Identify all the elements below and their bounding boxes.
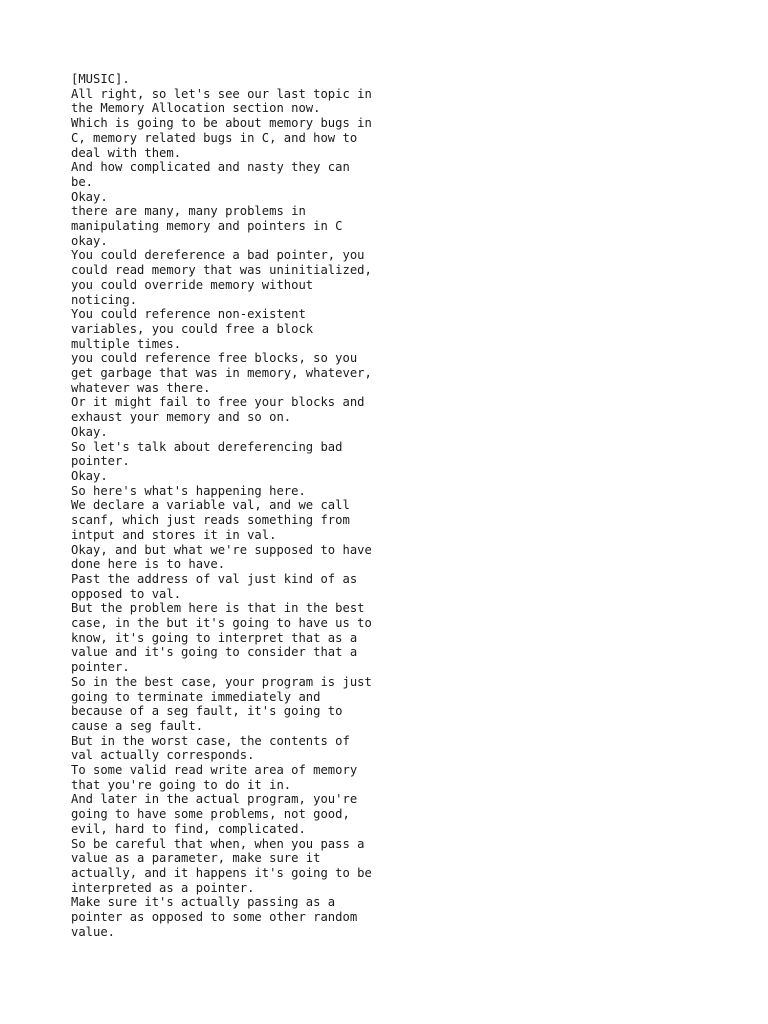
transcript-line: could read memory that was uninitialized,: [71, 263, 372, 278]
transcript-line: But the problem here is that in the best: [71, 601, 365, 616]
transcript-line: Or it might fail to free your blocks and: [71, 395, 365, 410]
transcript-line: okay.: [71, 233, 108, 248]
transcript-line: opposed to val.: [71, 586, 182, 601]
transcript-line: you could reference free blocks, so you: [71, 351, 358, 366]
transcript-line: deal with them.: [71, 145, 182, 160]
transcript-line: Okay.: [71, 424, 108, 439]
transcript-line: To some valid read write area of memory: [71, 763, 358, 778]
transcript-line: So here's what's happening here.: [71, 483, 306, 498]
transcript-line: interpreted as a pointer.: [71, 880, 255, 895]
transcript-line: case, in the but it's going to have us to: [71, 616, 372, 631]
transcript-line: Which is going to be about memory bugs in: [71, 116, 372, 131]
transcript-line: Make sure it's actually passing as a: [71, 895, 336, 910]
transcript-line: value and it's going to consider that a: [71, 645, 358, 660]
transcript-line: the Memory Allocation section now.: [71, 101, 321, 116]
transcript-line: you could override memory without: [71, 277, 314, 292]
transcript-line: You could reference non-existent: [71, 307, 306, 322]
transcript-line: We declare a variable val, and we call: [71, 498, 350, 513]
transcript-line: because of a seg fault, it's going to: [71, 704, 343, 719]
transcript-line: done here is to have.: [71, 557, 226, 572]
transcript-line: value.: [71, 924, 116, 939]
transcript-line: actually, and it happens it's going to be: [71, 865, 372, 880]
transcript-line: that you're going to do it in.: [71, 777, 292, 792]
transcript-line: So be careful that when, when you pass a: [71, 836, 365, 851]
transcript-line: Okay, and but what we're supposed to have: [71, 542, 372, 557]
transcript-line: exhaust your memory and so on.: [71, 410, 292, 425]
transcript-line: Okay.: [71, 189, 108, 204]
transcript-line: val actually corresponds.: [71, 748, 255, 763]
transcript-line: So in the best case, your program is just: [71, 674, 372, 689]
transcript-line: get garbage that was in memory, whatever,: [71, 366, 372, 381]
transcript-line: [MUSIC].: [71, 72, 130, 86]
transcript-line: You could dereference a bad pointer, you: [71, 248, 365, 263]
transcript-line: value as a parameter, make sure it: [71, 851, 321, 866]
transcript-line: there are many, many problems in: [71, 204, 306, 219]
transcript-line: intput and stores it in val.: [71, 527, 277, 542]
transcript-line: variables, you could free a block: [71, 321, 314, 336]
transcript-line: pointer as opposed to some other random: [71, 910, 358, 925]
transcript-line: C, memory related bugs in C, and how to: [71, 130, 358, 145]
transcript-line: And how complicated and nasty they can: [71, 160, 350, 175]
transcript-line: multiple times.: [71, 336, 182, 351]
transcript-line: pointer.: [71, 660, 130, 675]
transcript-line: Past the address of val just kind of as: [71, 571, 358, 586]
transcript-line: Okay.: [71, 468, 108, 483]
transcript-line: So let's talk about dereferencing bad: [71, 439, 343, 454]
transcript-line: manipulating memory and pointers in C: [71, 219, 343, 234]
transcript-line: going to terminate immediately and: [71, 689, 321, 704]
transcript-line: be.: [71, 174, 94, 189]
transcript-line: noticing.: [71, 292, 138, 307]
transcript-line: evil, hard to find, complicated.: [71, 821, 306, 836]
transcript-line: whatever was there.: [71, 380, 211, 395]
transcript-line: But in the worst case, the contents of: [71, 733, 350, 748]
transcript-line: going to have some problems, not good,: [71, 807, 350, 822]
transcript-text: [71, 72, 411, 939]
transcript-line: know, it's going to interpret that as a: [71, 630, 358, 645]
transcript-line: scanf, which just reads something from: [71, 513, 350, 528]
transcript-line: And later in the actual program, you're: [71, 792, 358, 807]
transcript-line: All right, so let's see our last topic in: [71, 86, 372, 101]
transcript-line: cause a seg fault.: [71, 718, 204, 733]
transcript-line: pointer.: [71, 454, 130, 469]
